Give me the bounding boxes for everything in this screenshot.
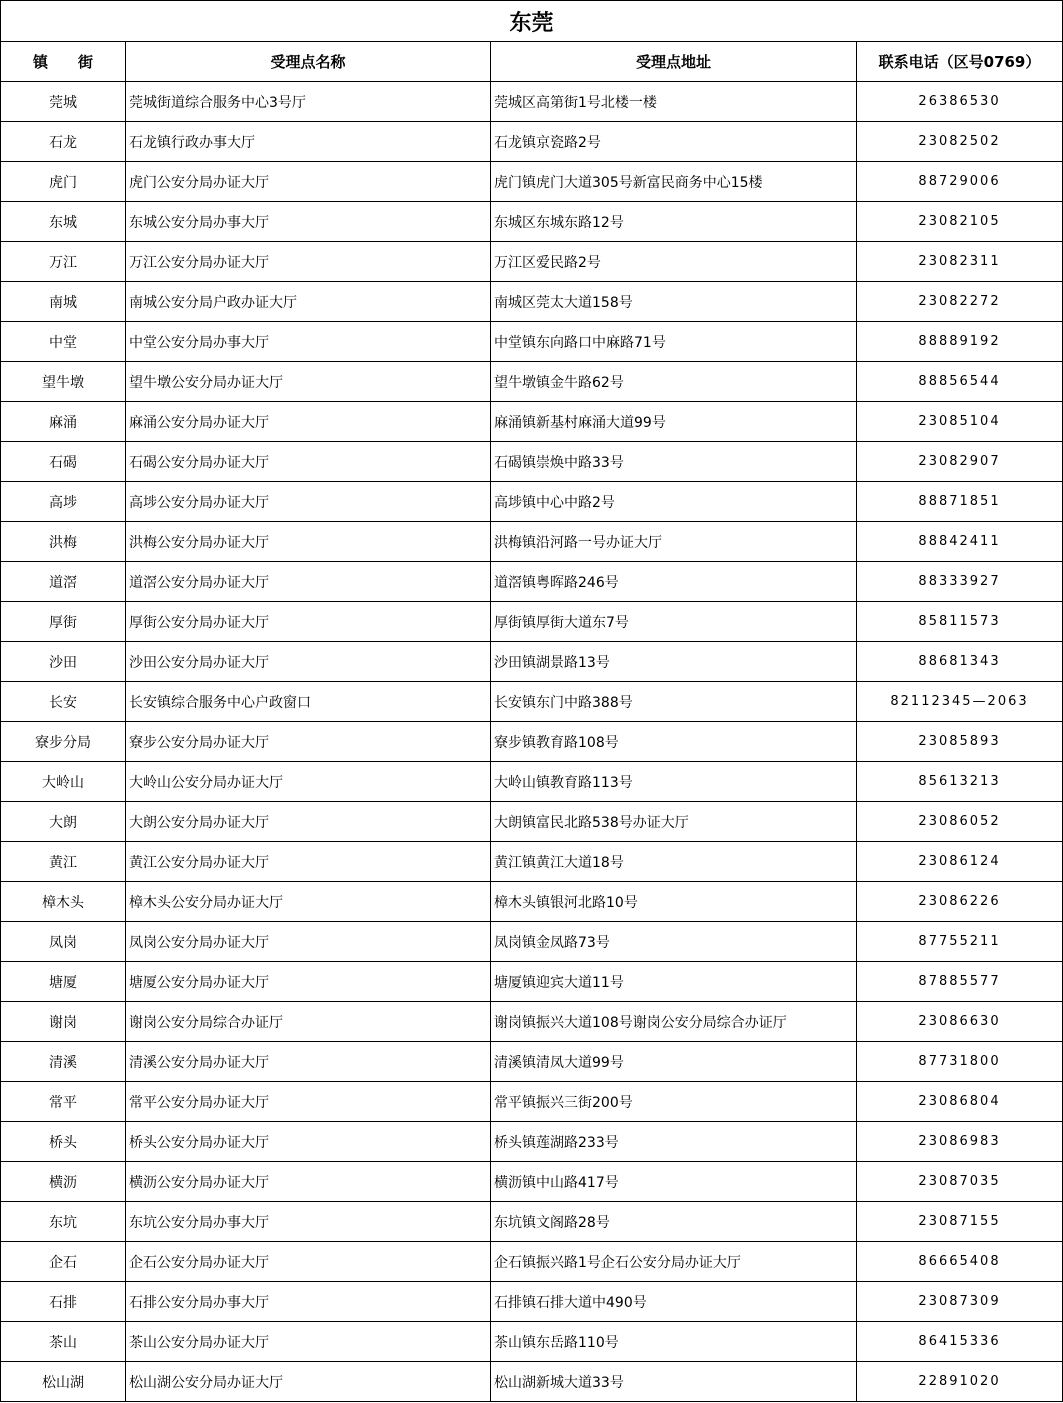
header-row	[1, 42, 1063, 82]
point-name-cell: 茶山公安分局办证大厅	[126, 1322, 491, 1362]
town-cell: 塘厦	[1, 962, 126, 1002]
town-cell: 东坑	[1, 1202, 126, 1242]
phone-cell: 87885577	[857, 962, 1063, 1002]
town-cell: 常平	[1, 1082, 126, 1122]
address-cell: 桥头镇莲湖路233号	[491, 1122, 857, 1162]
phone-cell: 23086983	[857, 1122, 1063, 1162]
town-cell: 中堂	[1, 322, 126, 362]
address-cell: 道滘镇粤晖路246号	[491, 562, 857, 602]
table-row	[1, 882, 1063, 922]
town-cell: 松山湖	[1, 1362, 126, 1402]
address-cell: 厚街镇厚街大道东7号	[491, 602, 857, 642]
point-name-cell: 厚街公安分局办证大厅	[126, 602, 491, 642]
header-town: 镇 街	[1, 42, 126, 82]
town-cell: 凤岗	[1, 922, 126, 962]
table-row	[1, 1362, 1063, 1402]
town-cell: 樟木头	[1, 882, 126, 922]
header-address: 受理点地址	[491, 42, 857, 82]
point-name-cell: 桥头公安分局办证大厅	[126, 1122, 491, 1162]
address-cell: 常平镇振兴三街200号	[491, 1082, 857, 1122]
header-phone: 联系电话（区号0769）	[857, 42, 1063, 82]
address-cell: 横沥镇中山路417号	[491, 1162, 857, 1202]
town-cell: 东城	[1, 202, 126, 242]
point-name-cell: 高埗公安分局办证大厅	[126, 482, 491, 522]
address-cell: 大岭山镇教育路113号	[491, 762, 857, 802]
point-name-cell: 樟木头公安分局办证大厅	[126, 882, 491, 922]
phone-cell: 26386530	[857, 82, 1063, 122]
table-row	[1, 1322, 1063, 1362]
table-row	[1, 922, 1063, 962]
town-cell: 厚街	[1, 602, 126, 642]
point-name-cell: 沙田公安分局办证大厅	[126, 642, 491, 682]
phone-cell: 88729006	[857, 162, 1063, 202]
phone-cell: 23085104	[857, 402, 1063, 442]
point-name-cell: 黄江公安分局办证大厅	[126, 842, 491, 882]
header-point-name: 受理点名称	[126, 42, 491, 82]
phone-cell: 23086124	[857, 842, 1063, 882]
address-cell: 东坑镇文阁路28号	[491, 1202, 857, 1242]
table-row	[1, 1162, 1063, 1202]
phone-cell: 23082311	[857, 242, 1063, 282]
address-cell: 樟木头镇银河北路10号	[491, 882, 857, 922]
address-cell: 望牛墩镇金牛路62号	[491, 362, 857, 402]
table-row	[1, 1122, 1063, 1162]
town-cell: 石龙	[1, 122, 126, 162]
address-cell: 大朗镇富民北路538号办证大厅	[491, 802, 857, 842]
table-row	[1, 762, 1063, 802]
town-cell: 大朗	[1, 802, 126, 842]
table-row	[1, 1042, 1063, 1082]
phone-cell: 23082907	[857, 442, 1063, 482]
town-cell: 望牛墩	[1, 362, 126, 402]
town-cell: 虎门	[1, 162, 126, 202]
point-name-cell: 东城公安分局办事大厅	[126, 202, 491, 242]
point-name-cell: 塘厦公安分局办证大厅	[126, 962, 491, 1002]
phone-cell: 87731800	[857, 1042, 1063, 1082]
table-row	[1, 322, 1063, 362]
town-cell: 高埗	[1, 482, 126, 522]
point-name-cell: 望牛墩公安分局办证大厅	[126, 362, 491, 402]
point-name-cell: 谢岗公安分局综合办证厅	[126, 1002, 491, 1042]
table-row	[1, 482, 1063, 522]
address-cell: 莞城区高第街1号北楼一楼	[491, 82, 857, 122]
town-cell: 石排	[1, 1282, 126, 1322]
phone-cell: 88871851	[857, 482, 1063, 522]
point-name-cell: 长安镇综合服务中心户政窗口	[126, 682, 491, 722]
phone-cell: 87755211	[857, 922, 1063, 962]
table-row	[1, 962, 1063, 1002]
town-cell: 长安	[1, 682, 126, 722]
address-cell: 南城区莞太大道158号	[491, 282, 857, 322]
address-cell: 虎门镇虎门大道305号新富民商务中心15楼	[491, 162, 857, 202]
town-cell: 沙田	[1, 642, 126, 682]
address-cell: 麻涌镇新基村麻涌大道99号	[491, 402, 857, 442]
address-cell: 谢岗镇振兴大道108号谢岗公安分局综合办证厅	[491, 1002, 857, 1042]
table-row	[1, 1242, 1063, 1282]
town-cell: 谢岗	[1, 1002, 126, 1042]
address-cell: 塘厦镇迎宾大道11号	[491, 962, 857, 1002]
phone-cell: 88681343	[857, 642, 1063, 682]
title-row	[1, 1, 1063, 42]
phone-cell: 88333927	[857, 562, 1063, 602]
point-name-cell: 横沥公安分局办证大厅	[126, 1162, 491, 1202]
table-row	[1, 1202, 1063, 1242]
point-name-cell: 石龙镇行政办事大厅	[126, 122, 491, 162]
phone-cell: 85811573	[857, 602, 1063, 642]
address-cell: 石排镇石排大道中490号	[491, 1282, 857, 1322]
town-cell: 南城	[1, 282, 126, 322]
table-row	[1, 842, 1063, 882]
point-name-cell: 南城公安分局户政办证大厅	[126, 282, 491, 322]
address-cell: 清溪镇清凤大道99号	[491, 1042, 857, 1082]
phone-cell: 23086804	[857, 1082, 1063, 1122]
phone-cell: 23087155	[857, 1202, 1063, 1242]
point-name-cell: 石排公安分局办事大厅	[126, 1282, 491, 1322]
address-cell: 万江区爱民路2号	[491, 242, 857, 282]
address-cell: 东城区东城东路12号	[491, 202, 857, 242]
town-cell: 麻涌	[1, 402, 126, 442]
address-cell: 沙田镇湖景路13号	[491, 642, 857, 682]
phone-cell: 88856544	[857, 362, 1063, 402]
address-cell: 凤岗镇金凤路73号	[491, 922, 857, 962]
phone-cell: 86665408	[857, 1242, 1063, 1282]
point-name-cell: 万江公安分局办证大厅	[126, 242, 491, 282]
table-row	[1, 202, 1063, 242]
point-name-cell: 寮步公安分局办证大厅	[126, 722, 491, 762]
phone-cell: 85613213	[857, 762, 1063, 802]
town-cell: 洪梅	[1, 522, 126, 562]
phone-cell: 23087035	[857, 1162, 1063, 1202]
address-cell: 茶山镇东岳路110号	[491, 1322, 857, 1362]
address-cell: 寮步镇教育路108号	[491, 722, 857, 762]
town-cell: 横沥	[1, 1162, 126, 1202]
table-row	[1, 162, 1063, 202]
town-cell: 石碣	[1, 442, 126, 482]
point-name-cell: 中堂公安分局办事大厅	[126, 322, 491, 362]
table-row	[1, 522, 1063, 562]
town-cell: 大岭山	[1, 762, 126, 802]
table-row	[1, 682, 1063, 722]
address-cell: 中堂镇东向路口中麻路71号	[491, 322, 857, 362]
point-name-cell: 道滘公安分局办证大厅	[126, 562, 491, 602]
phone-cell: 23086226	[857, 882, 1063, 922]
town-cell: 黄江	[1, 842, 126, 882]
phone-cell: 23082272	[857, 282, 1063, 322]
phone-cell: 88889192	[857, 322, 1063, 362]
point-name-cell: 大朗公安分局办证大厅	[126, 802, 491, 842]
table-row	[1, 282, 1063, 322]
table-row	[1, 242, 1063, 282]
point-name-cell: 麻涌公安分局办证大厅	[126, 402, 491, 442]
table-row	[1, 402, 1063, 442]
table-row	[1, 1082, 1063, 1122]
table-row	[1, 642, 1063, 682]
table-row	[1, 362, 1063, 402]
table-row	[1, 602, 1063, 642]
point-name-cell: 松山湖公安分局办证大厅	[126, 1362, 491, 1402]
phone-cell: 23086052	[857, 802, 1063, 842]
table-row	[1, 122, 1063, 162]
table-row	[1, 562, 1063, 602]
phone-cell: 82112345—2063	[857, 682, 1063, 722]
phone-cell: 23087309	[857, 1282, 1063, 1322]
town-cell: 桥头	[1, 1122, 126, 1162]
address-cell: 长安镇东门中路388号	[491, 682, 857, 722]
table-row	[1, 442, 1063, 482]
table-title: 东莞	[1, 1, 1063, 42]
phone-cell: 88842411	[857, 522, 1063, 562]
address-cell: 黄江镇黄江大道18号	[491, 842, 857, 882]
town-cell: 茶山	[1, 1322, 126, 1362]
town-cell: 道滘	[1, 562, 126, 602]
table-row	[1, 1002, 1063, 1042]
point-name-cell: 虎门公安分局办证大厅	[126, 162, 491, 202]
point-name-cell: 企石公安分局办证大厅	[126, 1242, 491, 1282]
town-cell: 寮步分局	[1, 722, 126, 762]
point-name-cell: 莞城街道综合服务中心3号厅	[126, 82, 491, 122]
town-cell: 企石	[1, 1242, 126, 1282]
point-name-cell: 东坑公安分局办事大厅	[126, 1202, 491, 1242]
address-cell: 高埗镇中心中路2号	[491, 482, 857, 522]
phone-cell: 23086630	[857, 1002, 1063, 1042]
address-cell: 石龙镇京瓷路2号	[491, 122, 857, 162]
phone-cell: 23082105	[857, 202, 1063, 242]
phone-cell: 22891020	[857, 1362, 1063, 1402]
table-row	[1, 1282, 1063, 1322]
address-cell: 松山湖新城大道33号	[491, 1362, 857, 1402]
point-name-cell: 清溪公安分局办证大厅	[126, 1042, 491, 1082]
point-name-cell: 凤岗公安分局办证大厅	[126, 922, 491, 962]
address-cell: 洪梅镇沿河路一号办证大厅	[491, 522, 857, 562]
town-cell: 莞城	[1, 82, 126, 122]
phone-cell: 23082502	[857, 122, 1063, 162]
town-cell: 万江	[1, 242, 126, 282]
table-row	[1, 82, 1063, 122]
table-row	[1, 802, 1063, 842]
point-name-cell: 洪梅公安分局办证大厅	[126, 522, 491, 562]
point-name-cell: 常平公安分局办证大厅	[126, 1082, 491, 1122]
address-cell: 企石镇振兴路1号企石公安分局办证大厅	[491, 1242, 857, 1282]
table-row	[1, 722, 1063, 762]
point-name-cell: 石碣公安分局办证大厅	[126, 442, 491, 482]
address-cell: 石碣镇崇焕中路33号	[491, 442, 857, 482]
phone-cell: 86415336	[857, 1322, 1063, 1362]
phone-cell: 23085893	[857, 722, 1063, 762]
point-name-cell: 大岭山公安分局办证大厅	[126, 762, 491, 802]
town-cell: 清溪	[1, 1042, 126, 1082]
